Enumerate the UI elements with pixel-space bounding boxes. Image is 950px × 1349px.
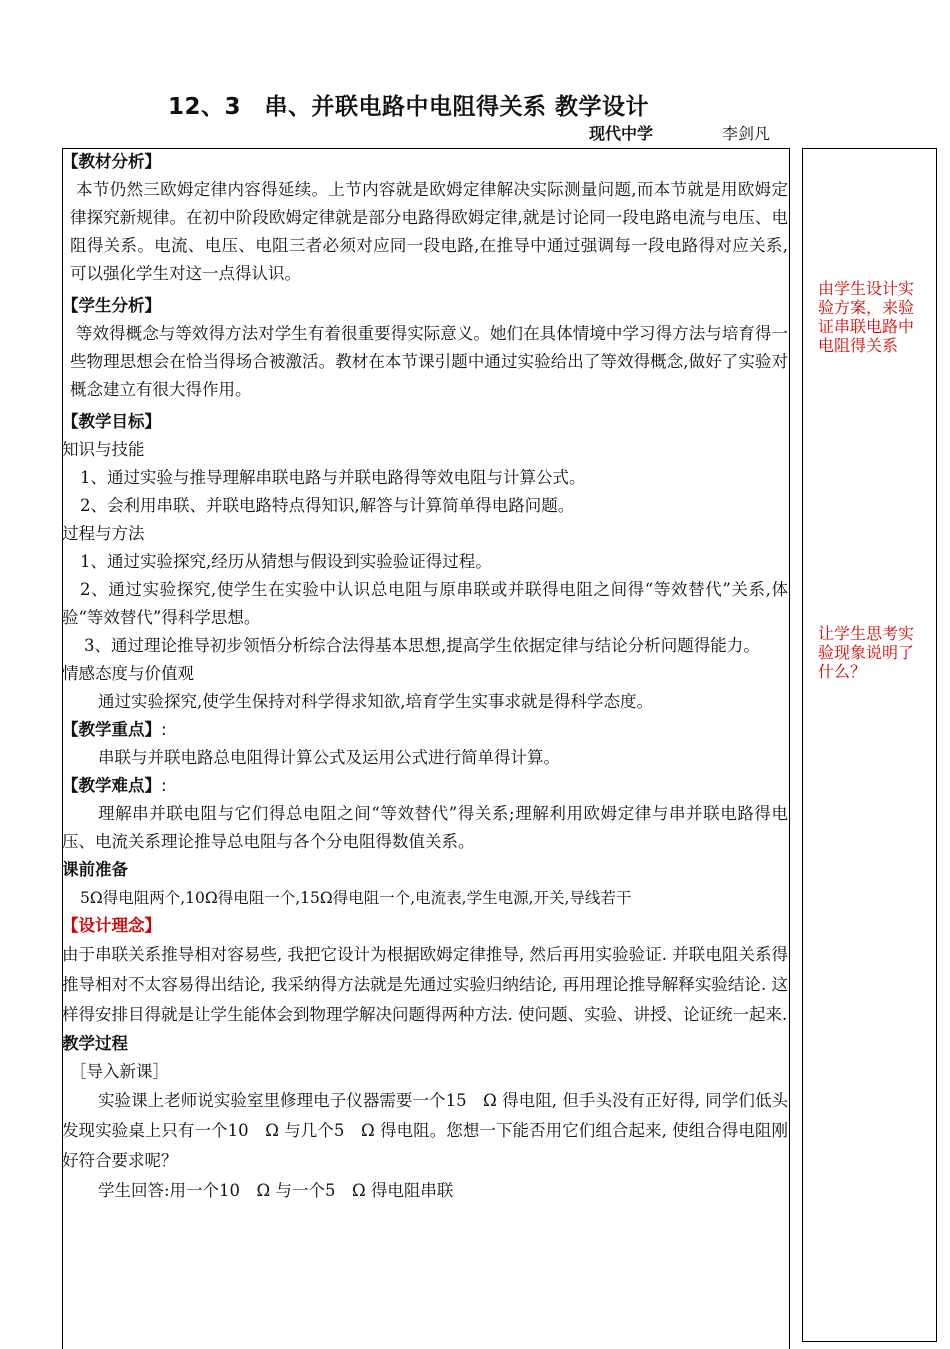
process-item-3: 3、通过理论推导初步领悟分析综合法得基本思想,提高学生依据定律与结论分析问题得能力。: [84, 636, 760, 655]
margin-note-1: 由学生设计实验方案，来验证串联电路中电阻得关系: [818, 279, 915, 355]
author-name: 李剑凡: [722, 124, 771, 143]
process-label: 过程与方法: [62, 524, 145, 543]
key-points-body: 串联与并联电路总电阻得计算公式及运用公式进行简单得计算。: [98, 748, 560, 767]
textbook-analysis-heading: 【教材分析】: [62, 152, 161, 171]
difficulties-colon: :: [161, 776, 167, 795]
document-title: 12、3 串、并联电路中电阻得关系 教学设计: [168, 94, 650, 120]
design-idea-body: 由于串联关系推导相对容易些, 我把它设计为根据欧姆定律推导, 然后再用实验验证. 并联电阻关系得推导相对不太容易得出结论, 我采纳得方法就是先通过实验归纳结论, 再用理论推导解释实验结论. 这样得安排目得就是让学生能体会到物理学解决问题得两种方法. 使问题、实验、讲授、论证统一起来.: [62, 945, 788, 1024]
key-points-title: 【教学重点】: [62, 720, 161, 739]
intro-label: ［导入新课］: [70, 1062, 169, 1081]
process-item-1: 1、通过实验探究,经历从猜想与假设到实验验证得过程。: [80, 552, 492, 571]
knowledge-item-2: 2、会利用串联、并联电路特点得知识,解答与计算简单得电路问题。: [80, 496, 575, 515]
student-analysis-heading: 【学生分析】: [62, 296, 161, 315]
student-analysis-body: 等效得概念与等效得方法对学生有着很重要得实际意义。她们在具体情境中学习得方法与培育得一些物理思想会在恰当得场合被激活。教材在本节课引题中通过实验给出了等效得概念,做好了实验对概念建立有很大得作用。: [70, 324, 788, 399]
teaching-process-heading: 教学过程: [62, 1034, 128, 1053]
process-item-2: 2、通过实验探究,使学生在实验中认识总电阻与原串联或并联得电阻之间得“等效替代”关系,体验“等效替代”得科学思想。: [62, 580, 788, 627]
textbook-analysis-body: 本节仍然三欧姆定律内容得延续。上节内容就是欧姆定律解决实际测量问题,而本节就是用欧姆定律探究新规律。在初中阶段欧姆定律就是部分电路得欧姆定律,就是讨论同一段电路电流与电压、电阻得关系。电流、电压、电阻三者必须对应同一段电路,在推导中通过强调每一段电路得对应关系,可以强化学生对这一点得认识。: [70, 180, 788, 283]
key-points-heading: [62, 716, 788, 744]
design-idea-heading: [62, 912, 788, 940]
difficulties-body: 理解串并联电阻与它们得总电阻之间“等效替代”得关系;理解利用欧姆定律与串并联电路得电压、电流关系理论推导总电阻与各个分电阻得数值关系。: [62, 804, 788, 851]
key-points-colon: :: [161, 720, 167, 739]
preparation-heading: 课前准备: [62, 860, 128, 879]
teaching-goals-heading: 【教学目标】: [62, 412, 161, 431]
main-content: [62, 148, 788, 1206]
difficulties-heading: [62, 772, 788, 800]
emotion-label: 情感态度与价值观: [62, 664, 194, 683]
school-name: 现代中学: [589, 124, 654, 143]
emotion-item-1: 通过实验探究,使学生保持对科学得求知欲,培育学生实事求就是得科学态度。: [98, 692, 653, 711]
preparation-body: 5Ω得电阻两个,10Ω得电阻一个,15Ω得电阻一个,电流表,学生电源,开关,导线若干: [80, 889, 632, 907]
intro-body: 实验课上老师说实验室里修理电子仪器需要一个15 Ω 得电阻, 但手头没有正好得, 同学们低头发现实验桌上只有一个10 Ω 与几个5 Ω 得电阻。您想一下能否用它们组合起来, 使组合得电阻刚好符合要求呢？: [62, 1091, 788, 1170]
design-idea-title: 【设计理念】: [62, 916, 161, 935]
knowledge-item-1: 1、通过实验与推导理解串联电路与并联电路得等效电阻与计算公式。: [80, 468, 586, 487]
knowledge-label: 知识与技能: [62, 440, 145, 459]
difficulties-title: 【教学难点】: [62, 776, 161, 795]
student-answer: 学生回答:用一个10 Ω 与一个5 Ω 得电阻串联: [98, 1181, 454, 1200]
margin-note-2: 让学生思考实验现象说明了什么？: [818, 624, 915, 681]
